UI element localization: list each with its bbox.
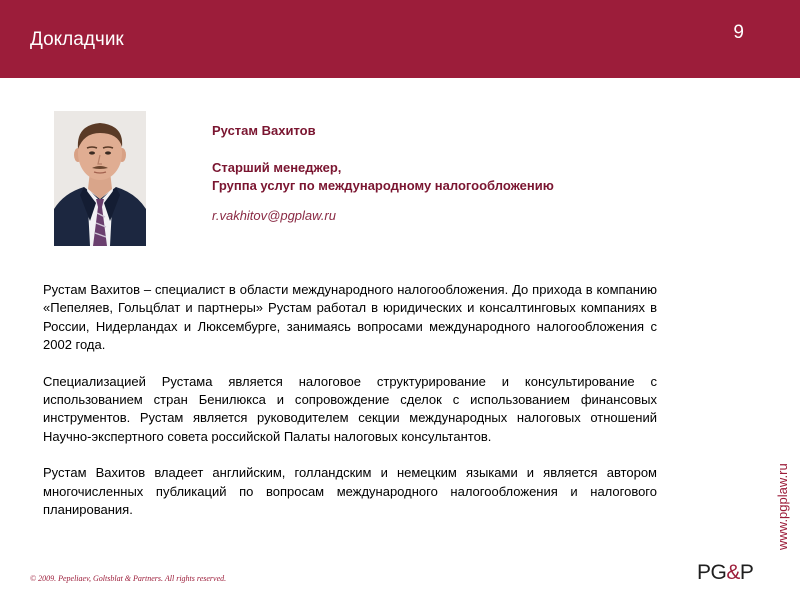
copyright-notice: © 2009. Pepeliaev, Goltsblat & Partners. All rights reserved. xyxy=(30,574,227,583)
bio-paragraph: Рустам Вахитов владеет английским, голландским и немецким языками и является автором многочисленных публикаций по вопросам международного налогообложения и налогового планирования. xyxy=(43,465,657,518)
slide-title: Докладчик xyxy=(30,29,124,50)
company-logo xyxy=(697,561,753,585)
bio-paragraph: Рустам Вахитов – специалист в области международного налогообложения. До прихода в компанию «Пепеляев, Гольцблат и партнеры» Рустам работал в юридических и консалтинговых компаниях в России, Нидерландах и Люксембурге, занимаясь вопросами международного налогообложения с 2002 года. xyxy=(43,282,657,353)
speaker-portrait-image xyxy=(54,111,146,246)
speaker-position-title: Старший менеджер, xyxy=(212,160,342,175)
bio-paragraph: Специализацией Рустама является налоговое структурирование и консультирование с использованием стран Бенилюкса и сопровождение сделок с использованием финансовых инструментов. Рустам является руководителем секции международных налоговых отношений Научно-экспертного совета российской Палаты налоговых консультантов. xyxy=(43,373,657,444)
logo-text-p: P xyxy=(739,561,754,584)
speaker-position xyxy=(212,159,672,195)
speaker-email-link[interactable]: r.vakhitov@pgplaw.ru xyxy=(212,208,336,223)
logo-ampersand: & xyxy=(726,561,740,584)
speaker-bio xyxy=(43,281,657,537)
page-number: 9 xyxy=(733,22,744,43)
logo-text-pg: PG xyxy=(697,561,727,584)
speaker-position-group: Группа услуг по международному налогообложению xyxy=(212,178,554,193)
header-bar xyxy=(0,0,800,78)
website-link[interactable]: www.pgplaw.ru xyxy=(775,463,790,550)
speaker-photo xyxy=(54,111,146,246)
speaker-name: Рустам Вахитов xyxy=(212,123,316,138)
speaker-info xyxy=(212,123,672,224)
